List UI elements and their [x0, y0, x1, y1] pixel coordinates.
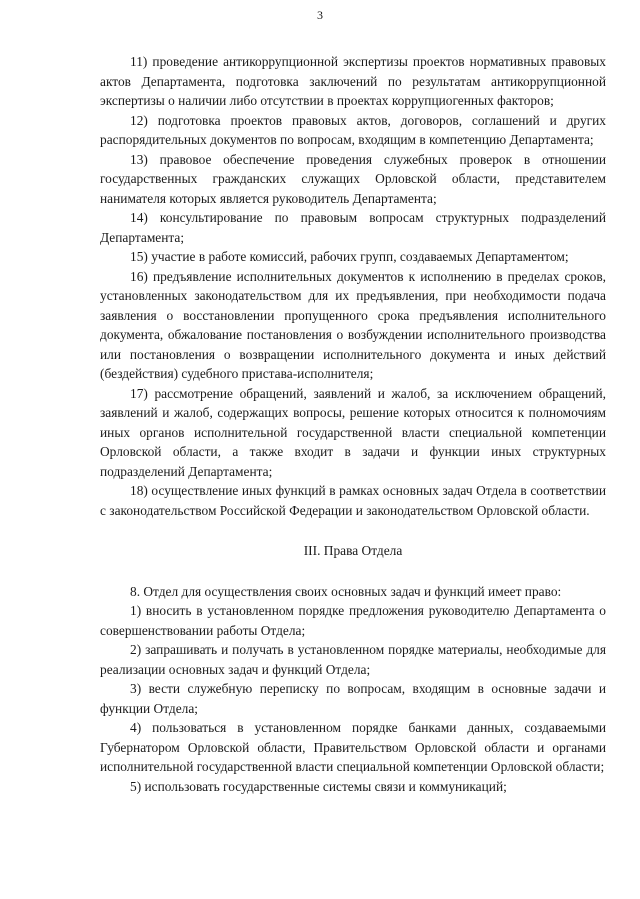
list-item-13: 13) правовое обеспечение проведения служебных проверок в отношении государственных гражданских служащих Орловской области, представителем нанимателя которых является руководитель Департамента; [100, 151, 606, 206]
list-item-12: 12) подготовка проектов правовых актов, договоров, соглашений и других распорядительных документов по вопросам, входящим в компетенцию Департамента; [100, 112, 606, 147]
rights-item-5: 5) использовать государственные системы связи и коммуникаций; [130, 778, 507, 794]
rights-item-3: 3) вести служебную переписку по вопросам, входящим в основные задачи и функции Отдела; [100, 681, 606, 716]
rights-item-4: 4) пользоваться в установленном порядке банками данных, создаваемыми Губернатором Орловской области, Правительством Орловской области и органами исполнительной государственной власти специальной компетенции Орловской области; [100, 720, 606, 774]
list-item-15: 15) участие в работе комиссий, рабочих групп, создаваемых Департаментом; [130, 249, 569, 264]
list-item-11: 11) проведение антикоррупционной экспертизы проектов нормативных правовых актов Департамента, подготовка заключений по результатам антикоррупционной экспертизы о наличии либо отсутствии в проектах коррупциогенных факторов; [100, 54, 606, 108]
rights-item-1: 1) вносить в установленном порядке предложения руководителю Департамента о совершенствовании работы Отдела; [100, 603, 606, 638]
page-number: 3 [317, 8, 323, 22]
list-item-16: 16) предъявление исполнительных документов к исполнению в пределах сроков, установленных законодательством для их предъявления, при необходимости подача заявления о восстановлении пропущенного срока предъявления исполнительного документа, обжалование постановления о возбуждении исполнительного производства или постановления о возвращении исполнительного документа и иных действий (бездействия) судебного пристава-исполнителя; [100, 268, 606, 381]
section-title: III. Права Отдела [303, 543, 403, 558]
document-body [100, 52, 606, 796]
list-item-18: 18) осуществление иных функций в рамках основных задач Отдела в соответствии с законодательством Российской Федерации и законодательством Орловской области. [100, 483, 606, 518]
list-item-17: 17) рассмотрение обращений, заявлений и жалоб, за исключением обращений, заявлений и жалоб, содержащих вопросы, решение которых относится к полномочиям иных органов исполнительной государственной власти специальной компетенции Орловской области, а также входит в задачи и функции иных структурных подразделений Департамента; [100, 385, 606, 479]
rights-item-2: 2) запрашивать и получать в установленном порядке материалы, необходимые для реализации основных задач и функций Отдела; [100, 642, 606, 677]
list-item-14: 14) консультирование по правовым вопросам структурных подразделений Департамента; [100, 210, 606, 245]
clause-8: 8. Отдел для осуществления своих основных задач и функций имеет право: [130, 583, 562, 599]
